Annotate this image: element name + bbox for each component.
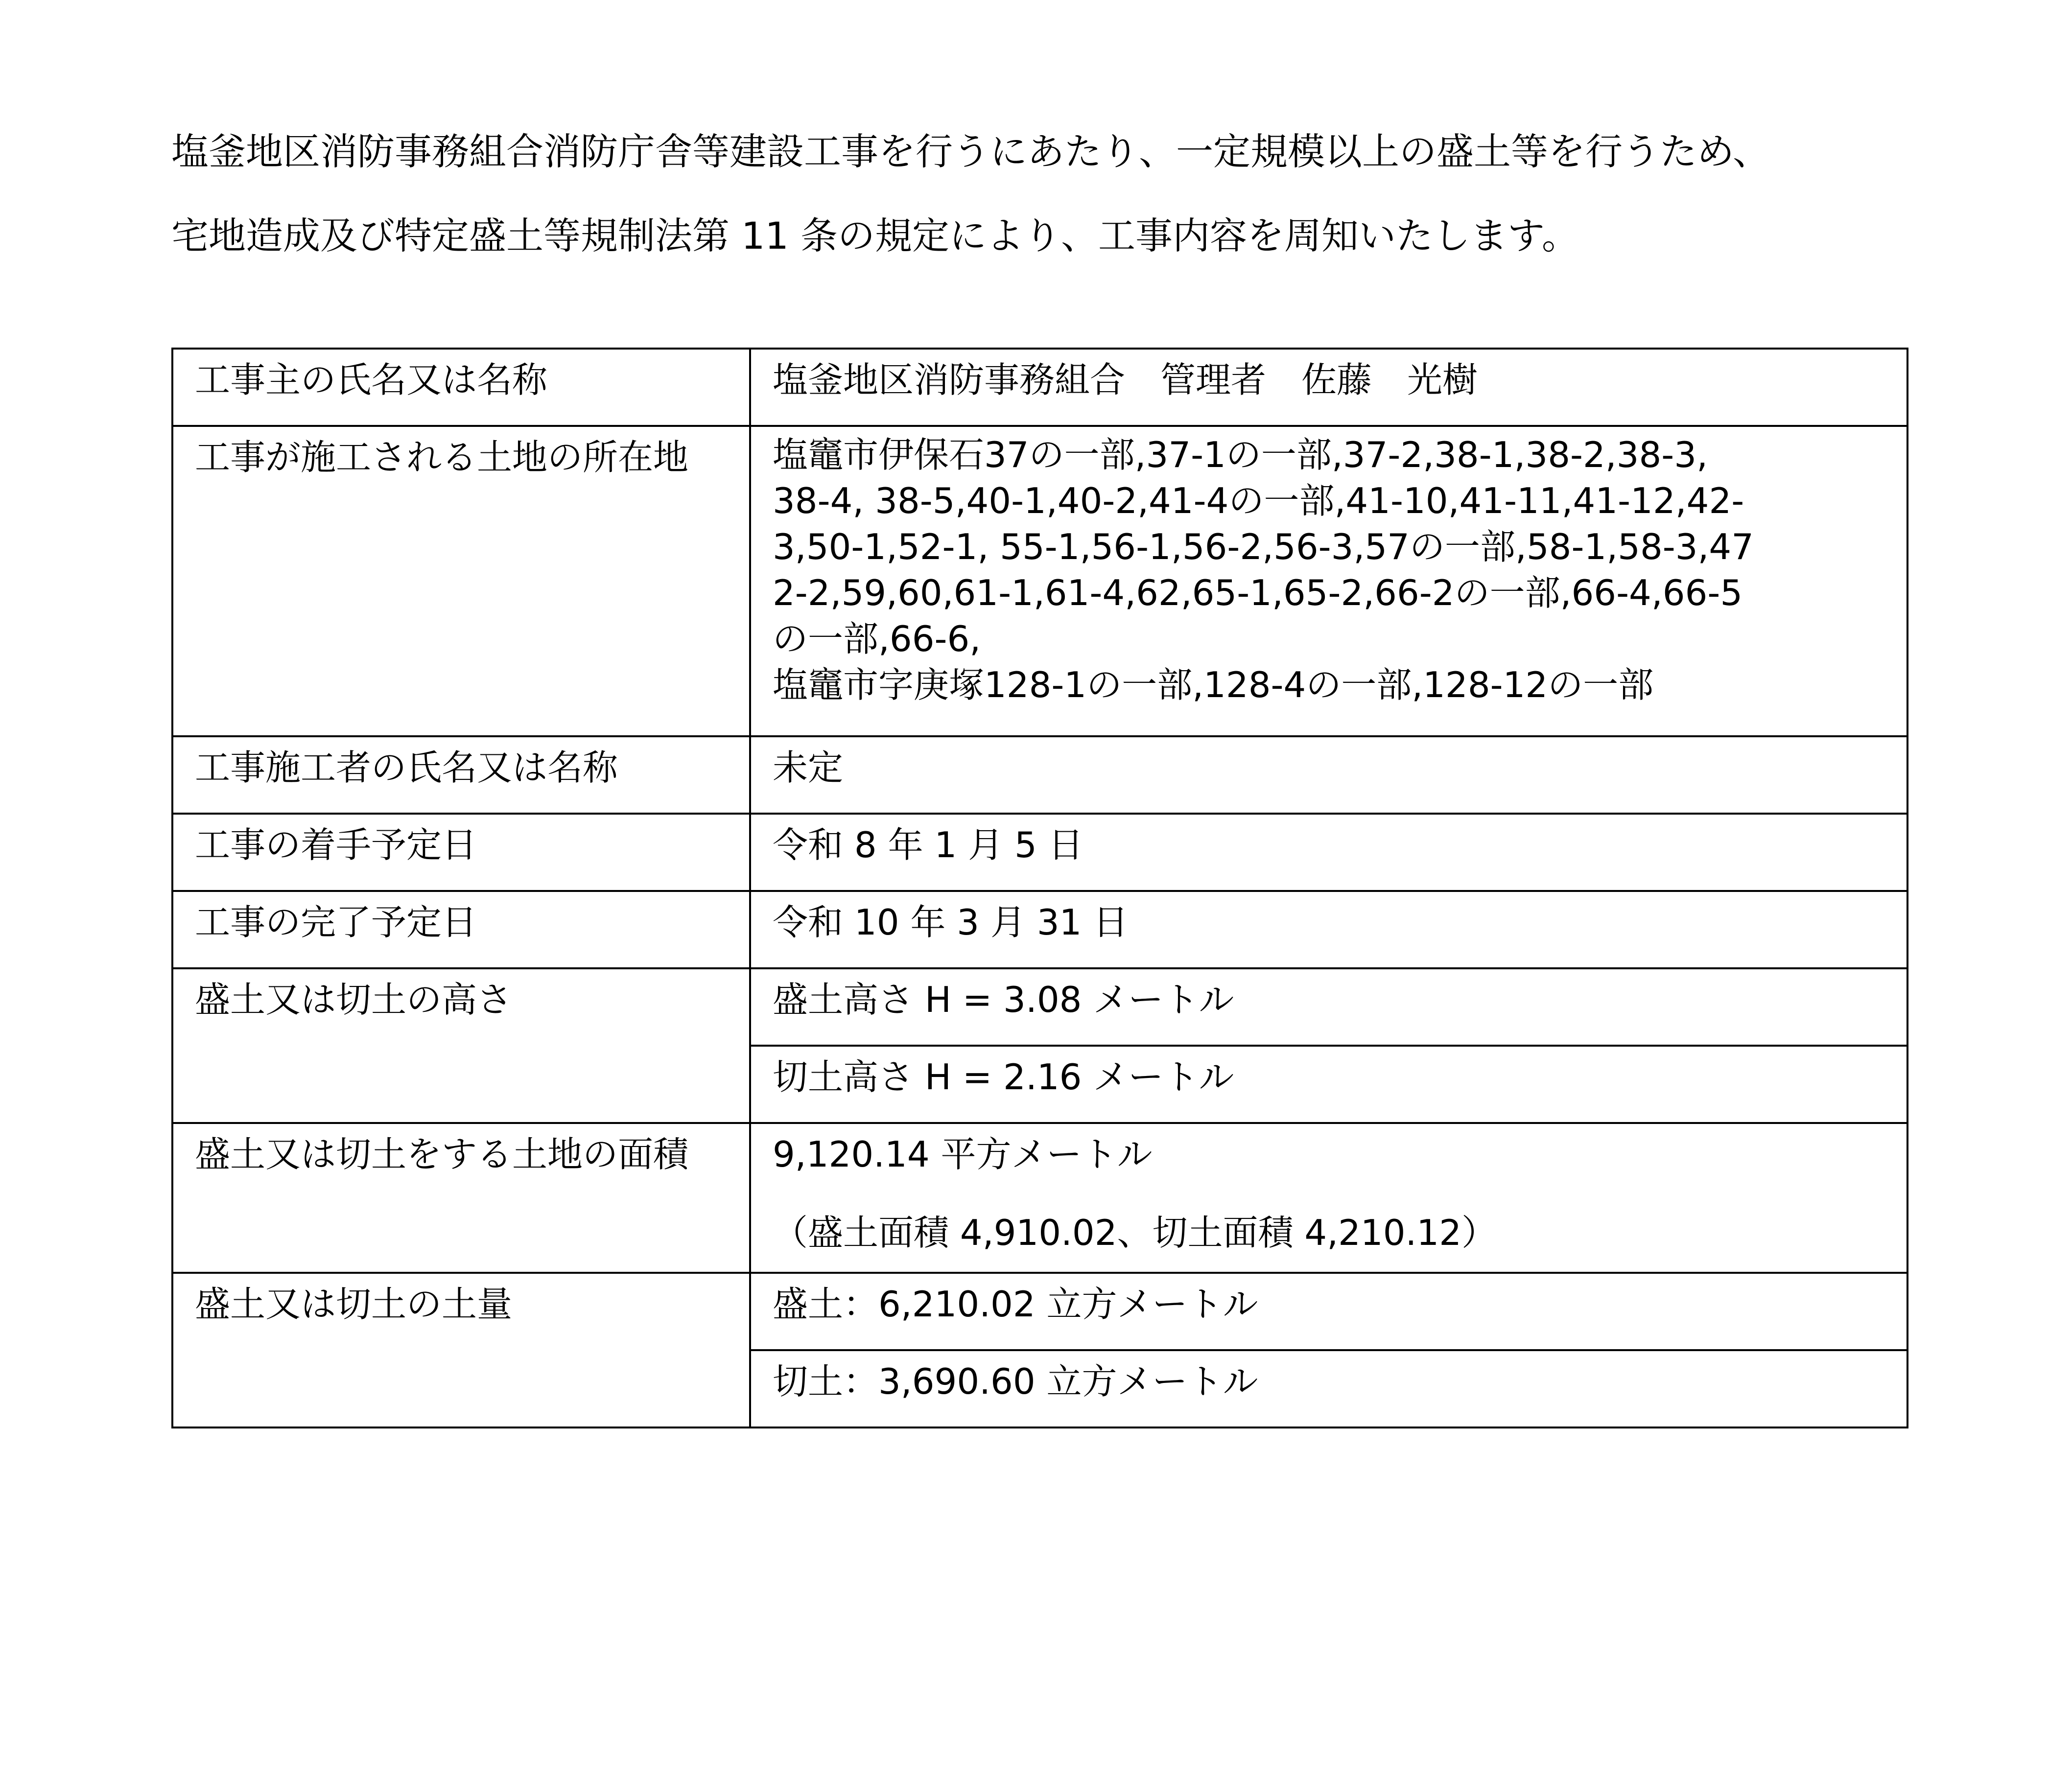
contractor-label: 工事施工者の氏名又は名称 [172, 736, 750, 814]
table-row-location [172, 426, 1907, 736]
location-value: 塩竈市伊保石37の一部,37-1の一部,37-2,38-1,38-2,38-3, 38-4, 38-5,40-1,40-2,41-4の一部,41-10,41-11,41-12,42- 3,50-1,52-1, 55-1,56-1,56-2,56-3,57の一部,58-1,58-3,47 2-2,59,60,61-1,61-4,62,65-1,65-2,66-2の一部,66-4,66-5 の一部,66-6, 塩竈市字庚塚128-1の一部,128-4の一部,128-12の一部 [773, 434, 1754, 705]
location-value-cell [750, 426, 1907, 736]
volume-fill-value: 盛土：6,210.02 立方メートル [750, 1273, 1907, 1350]
height-fill-value: 盛土高さ H = 3.08 メートル [750, 968, 1907, 1046]
intro-paragraph [171, 130, 1983, 257]
area-label: 盛土又は切土をする土地の面積 [195, 1134, 689, 1175]
owner-value: 塩釜地区消防事務組合 管理者 佐藤 光樹 [750, 349, 1907, 426]
table-row-height-fill [172, 968, 1907, 1046]
table-row-end-date [172, 891, 1907, 968]
table-row-contractor [172, 736, 1907, 814]
location-label-cell [172, 426, 750, 736]
table-row-owner [172, 349, 1907, 426]
area-value-cell [750, 1123, 1907, 1273]
contractor-value: 未定 [750, 736, 1907, 814]
start-date-value: 令和 8 年 1 月 5 日 [750, 814, 1907, 891]
construction-info-table [171, 348, 1908, 1428]
table-row-start-date [172, 814, 1907, 891]
table-row-area [172, 1123, 1907, 1273]
intro-line-2: 宅地造成及び特定盛土等規制法第 11 条の規定により、工事内容を周知いたします。 [171, 214, 1579, 257]
end-date-value: 令和 10 年 3 月 31 日 [750, 891, 1907, 968]
area-value: 9,120.14 平方メートル （盛土面積 4,910.02、切土面積 4,210.12） [773, 1134, 1497, 1253]
volume-label: 盛土又は切土の土量 [172, 1273, 750, 1427]
owner-label: 工事主の氏名又は名称 [172, 349, 750, 426]
area-label-cell [172, 1123, 750, 1273]
intro-line-1: 塩釜地区消防事務組合消防庁舎等建設工事を行うにあたり、一定規模以上の盛土等を行うため、 [171, 130, 1770, 173]
volume-cut-value: 切土：3,690.60 立方メートル [750, 1350, 1907, 1427]
start-date-label: 工事の着手予定日 [172, 814, 750, 891]
height-label: 盛土又は切土の高さ [172, 968, 750, 1123]
end-date-label: 工事の完了予定日 [172, 891, 750, 968]
location-label: 工事が施工される土地の所在地 [195, 437, 689, 478]
table-row-volume-fill [172, 1273, 1907, 1350]
height-cut-value: 切土高さ H = 2.16 メートル [750, 1046, 1907, 1123]
